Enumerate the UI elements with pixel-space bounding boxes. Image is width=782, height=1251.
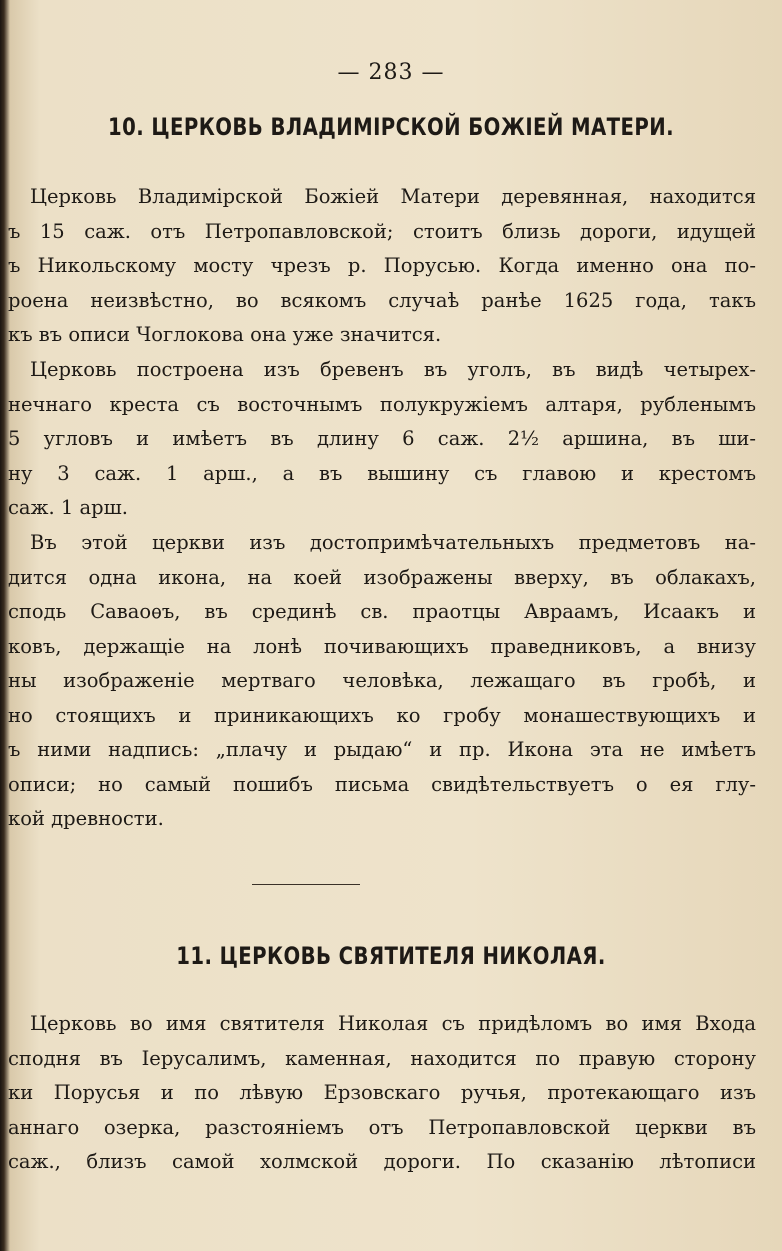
text-line: саж., близъ самой холмской дороги. По сказанію лѣтописи (8, 1150, 756, 1173)
text-line: ны изображеніе мертваго человѣка, лежащаго въ гробѣ, и (8, 669, 756, 692)
text-line: сподня въ Іерусалимъ, каменная, находится по правую сторону (8, 1046, 756, 1070)
text-line: кой древности. (8, 807, 164, 830)
section-divider (252, 884, 360, 885)
paragraph-2 (8, 353, 756, 526)
text-line: ъ ними надпись: „плачу и рыдаю“ и пр. Икона эта не имѣетъ (8, 738, 756, 761)
text-line: ковъ, держащіе на лонѣ почивающихъ праведниковъ, а внизу (8, 634, 756, 658)
paragraph-4 (8, 1007, 756, 1180)
text-line: нечнаго креста съ восточнымъ полукружіемъ алтаря, рубленымъ (8, 392, 756, 416)
text-line: дится одна икона, на коей изображены вверху, въ облакахъ, (8, 565, 756, 589)
page-number: — 283 — (337, 60, 445, 85)
text-line: описи; но самый пошибъ письма свидѣтельствуетъ о ея глу- (8, 772, 756, 796)
text-line: къ въ описи Чоглокова она уже значится. (8, 323, 442, 346)
text-line: Въ этой церкви изъ достопримѣчательныхъ предметовъ на- (30, 531, 756, 554)
text-line: роена неизвѣстно, во всякомъ случаѣ ранѣе 1625 года, такъ (8, 288, 756, 312)
text-line: саж. 1 арш. (8, 496, 128, 519)
text-line: Церковь Владимірской Божіей Матери деревянная, находится (30, 185, 756, 208)
text-line: ъ 15 саж. отъ Петропавловской; стоитъ близь дороги, идущей (8, 219, 756, 243)
paragraph-1 (8, 180, 756, 353)
text-line: ки Порусья и по лѣвую Ерзовскаго ручья, протекающаго изъ (8, 1081, 756, 1104)
text-line: сподь Саваоѳъ, въ срединѣ св. праотцы Авраамъ, Исаакъ и (8, 600, 756, 623)
text-line: аннаго озерка, разстояніемъ отъ Петропавловской церкви въ (8, 1115, 756, 1139)
text-line: но стоящихъ и приникающихъ ко гробу монашествующихъ и (8, 703, 756, 727)
section-heading-vladimir-church: 10. ЦЕРКОВЬ ВЛАДИМІРСКОЙ БОЖІЕЙ МАТЕРИ. (108, 113, 674, 141)
text-line: 5 угловъ и имѣетъ въ длину 6 саж. 2½ аршина, въ ши- (8, 427, 756, 450)
text-line: Церковь во имя святителя Николая съ придѣломъ во имя Входа (30, 1012, 756, 1035)
section-heading-nicholas-church: 11. ЦЕРКОВЬ СВЯТИТЕЛЯ НИКОЛАЯ. (176, 942, 606, 970)
text-line: ну 3 саж. 1 арш., а въ вышину съ главою и крестомъ (8, 461, 756, 485)
text-line: Церковь построена изъ бревенъ въ уголъ, въ видѣ четырех- (30, 358, 756, 381)
text-line: ъ Никольскому мосту чрезъ р. Порусью. Когда именно она по- (8, 254, 756, 277)
paragraph-3 (8, 526, 756, 837)
